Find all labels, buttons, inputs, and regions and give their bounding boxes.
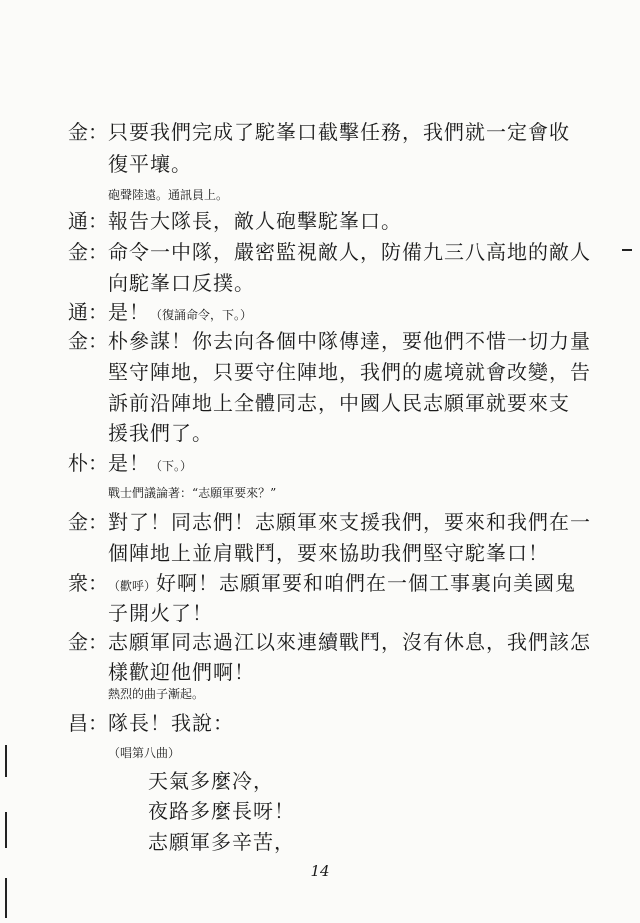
dialogue-line: 隊長！我說：	[108, 711, 234, 735]
verse-line: 天氣多麼冷，	[148, 769, 274, 793]
scan-mark	[5, 812, 7, 848]
dialogue-line: 報告大隊長，敵人砲擊駝峯口。	[108, 209, 402, 233]
speaker-label: 金：	[68, 510, 108, 534]
dialogue-line	[108, 451, 192, 478]
scan-mark	[622, 249, 632, 251]
page-number: 14	[310, 862, 330, 880]
scan-mark	[5, 878, 7, 918]
dialogue-line: 訴前沿陣地上全體同志，中國人民志願軍就要來支	[108, 391, 570, 415]
stage-direction: 戰士們議論著：“志願軍要來？”	[108, 486, 277, 500]
dialogue-line: 援我們了。	[108, 421, 213, 445]
speaker-label: 昌：	[68, 711, 108, 735]
inline-stage-direction: （歡呼）	[108, 579, 157, 593]
dialogue-line: 子開火了！	[108, 601, 213, 625]
speaker-label: 衆：	[68, 571, 108, 595]
dialogue-line: 朴參謀！你去向各個中隊傳達，要他們不惜一切力量	[108, 329, 591, 353]
dialogue-line: 樣歡迎他們啊！	[108, 660, 255, 684]
inline-stage-direction: （下。）	[150, 459, 193, 473]
dialogue-line	[108, 571, 576, 598]
dialogue-line	[108, 300, 252, 327]
speaker-label: 金：	[68, 630, 108, 654]
stage-direction: 熱烈的曲子漸起。	[108, 687, 205, 701]
dialogue-line: 志願軍同志過江以來連續戰鬥，沒有休息，我們該怎	[108, 630, 591, 654]
dialogue-line: 堅守陣地，只要守住陣地，我們的處境就會改變，告	[108, 360, 591, 384]
dialogue-text: 是！	[108, 451, 150, 475]
verse-line: 夜路多麼長呀！	[148, 799, 295, 823]
speaker-label: 通：	[68, 300, 108, 324]
dialogue-line: 向駝峯口反撲。	[108, 271, 255, 295]
dialogue-line: 個陣地上並肩戰鬥，要來協助我們堅守駝峯口！	[108, 541, 549, 565]
dialogue-text: 是！	[108, 300, 150, 324]
speaker-label: 金：	[68, 240, 108, 264]
stage-direction: 砲聲陸遠。通訊員上。	[108, 188, 229, 202]
dialogue-line: 命令一中隊，嚴密監視敵人，防備九三八高地的敵人	[108, 240, 591, 264]
verse-line: 志願軍多辛苦，	[148, 830, 295, 854]
dialogue-text: 好啊！志願軍要和咱們在一個工事裏向美國鬼	[156, 571, 577, 595]
scan-mark	[5, 745, 7, 777]
inline-stage-direction: （復誦命令，下。）	[150, 308, 253, 322]
speaker-label: 金：	[68, 329, 108, 353]
stage-direction: （唱第八曲）	[108, 746, 181, 760]
speaker-label: 朴：	[68, 451, 108, 475]
speaker-label: 通：	[68, 209, 108, 233]
dialogue-line: 復平壤。	[108, 152, 192, 176]
speaker-label: 金：	[68, 120, 108, 144]
dialogue-line: 只要我們完成了駝峯口截擊任務，我們就一定會收	[108, 120, 570, 144]
dialogue-line: 對了！同志們！志願軍來支援我們，要來和我們在一	[108, 510, 591, 534]
